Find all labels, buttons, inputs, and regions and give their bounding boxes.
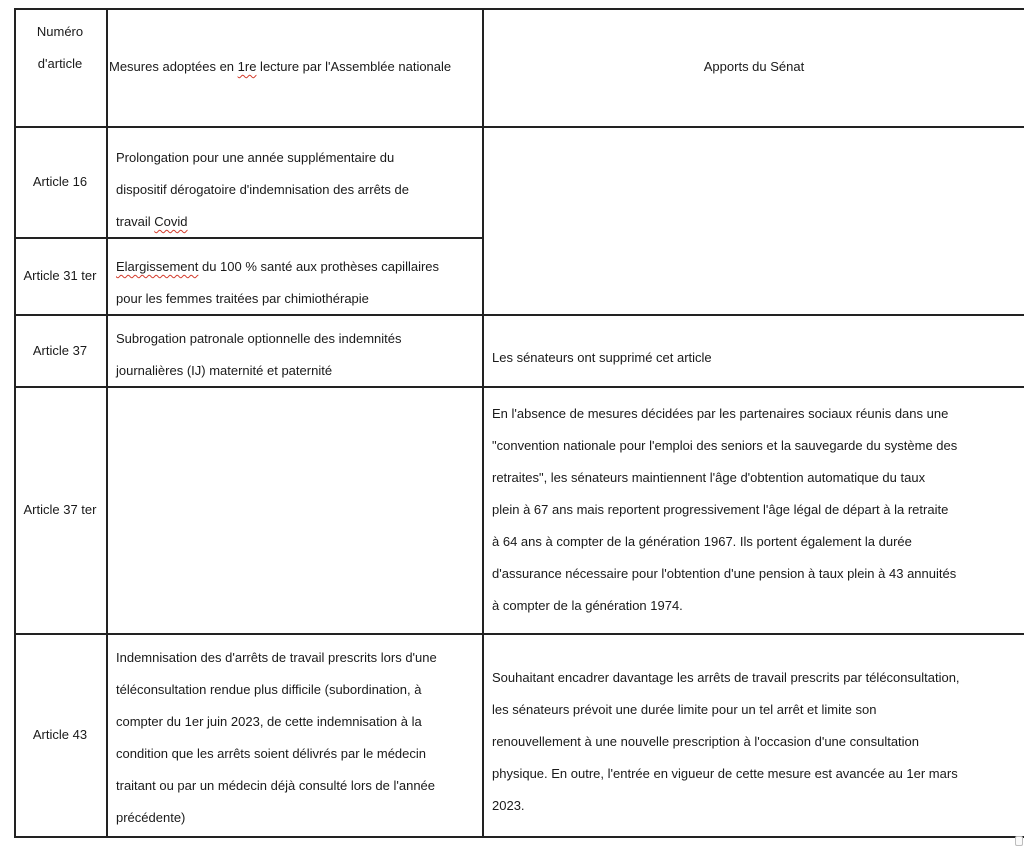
article-label: Article 43: [32, 727, 88, 742]
header-assemblee-measures: [107, 51, 482, 83]
senat-line: physique. En outre, l'entrée en vigueur de cette mesure est avancée au 1er mars: [492, 766, 958, 781]
measures-table: [14, 8, 1024, 836]
article-label: Article 31 ter: [23, 268, 97, 283]
measure-text: [108, 642, 482, 835]
measure-line-marked: Elargissement: [116, 259, 199, 274]
senat-line: Souhaitant encadrer davantage les arrêts de travail prescrits par téléconsultation,: [492, 670, 960, 685]
measure-line: Subrogation patronale optionnelle des indemnités: [116, 331, 402, 346]
header-article-number-line1: Numéro: [36, 24, 84, 39]
senat-line: plein à 67 ans mais reportent progressivement l'âge légal de départ à la retraite: [492, 502, 949, 517]
measure-line: [116, 206, 474, 238]
measure-line: pour les femmes traitées par chimiothérapie: [116, 291, 369, 306]
senat-text: [484, 662, 1024, 822]
header-senat-contributions: Apports du Sénat: [703, 59, 805, 74]
measure-line: téléconsultation rendue plus difficile (subordination, à: [116, 682, 422, 697]
senat-line: En l'absence de mesures décidées par les partenaires sociaux réunis dans une: [492, 406, 949, 421]
header-article-number-line2: d'article: [37, 56, 83, 71]
resize-handle[interactable]: [1015, 836, 1023, 846]
header-assemblee-text-a: Mesures adoptées en: [109, 59, 238, 74]
measure-text: [108, 323, 482, 387]
row-divider: [14, 126, 1024, 128]
measure-line: dispositif dérogatoire d'indemnisation des arrêts de: [116, 182, 409, 197]
measure-line: [116, 251, 474, 283]
measure-line: Prolongation pour une année supplémentaire du: [116, 150, 395, 165]
senat-line: "convention nationale pour l'emploi des seniors et la sauvegarde du système des: [492, 438, 958, 453]
senat-line: retraites", les sénateurs maintiennent l'âge d'obtention automatique du taux: [492, 470, 926, 485]
senat-text: Les sénateurs ont supprimé cet article: [492, 350, 712, 365]
header-assemblee-text-marked: 1re: [237, 59, 257, 74]
measure-line: compter du 1er juin 2023, de cette indemnisation à la: [116, 714, 422, 729]
measure-text: [108, 142, 482, 238]
measure-line: traitant ou par un médecin déjà consulté lors de l'année: [116, 778, 436, 793]
measure-line: journalières (IJ) maternité et paternité: [116, 363, 333, 378]
header-article-number: [14, 16, 106, 126]
measure-text: [108, 251, 482, 315]
senat-line: à compter de la génération 1974.: [492, 598, 683, 613]
senat-line: d'assurance nécessaire pour l'obtention d'une pension à taux plein à 43 annuités: [492, 566, 957, 581]
measure-line-marked: Covid: [154, 214, 188, 229]
article-label: Article 37: [32, 342, 88, 358]
senat-text: [484, 398, 1024, 622]
measure-line: Indemnisation des d'arrêts de travail prescrits lors d'une: [116, 650, 437, 665]
article-label: Article 37 ter: [23, 502, 97, 517]
row-divider: [14, 633, 1024, 635]
measure-line-text: travail: [116, 214, 155, 229]
senat-line: à 64 ans à compter de la génération 1967. Ils portent également la durée: [492, 534, 912, 549]
senat-line: renouvellement à une nouvelle prescription à l'occasion d'une consultation: [492, 734, 920, 749]
article-label: Article 16: [32, 174, 88, 189]
measure-line: condition que les arrêts soient délivrés par le médecin: [116, 746, 427, 761]
senat-line: 2023.: [492, 798, 525, 813]
measure-line-text: du 100 % santé aux prothèses capillaires: [198, 259, 440, 274]
table-border-bottom: [14, 836, 1024, 838]
measure-line: précédente): [116, 810, 186, 825]
senat-line: les sénateurs prévoit une durée limite pour un tel arrêt et limite son: [492, 702, 877, 717]
header-assemblee-text-b: lecture par l'Assemblée nationale: [256, 59, 452, 74]
